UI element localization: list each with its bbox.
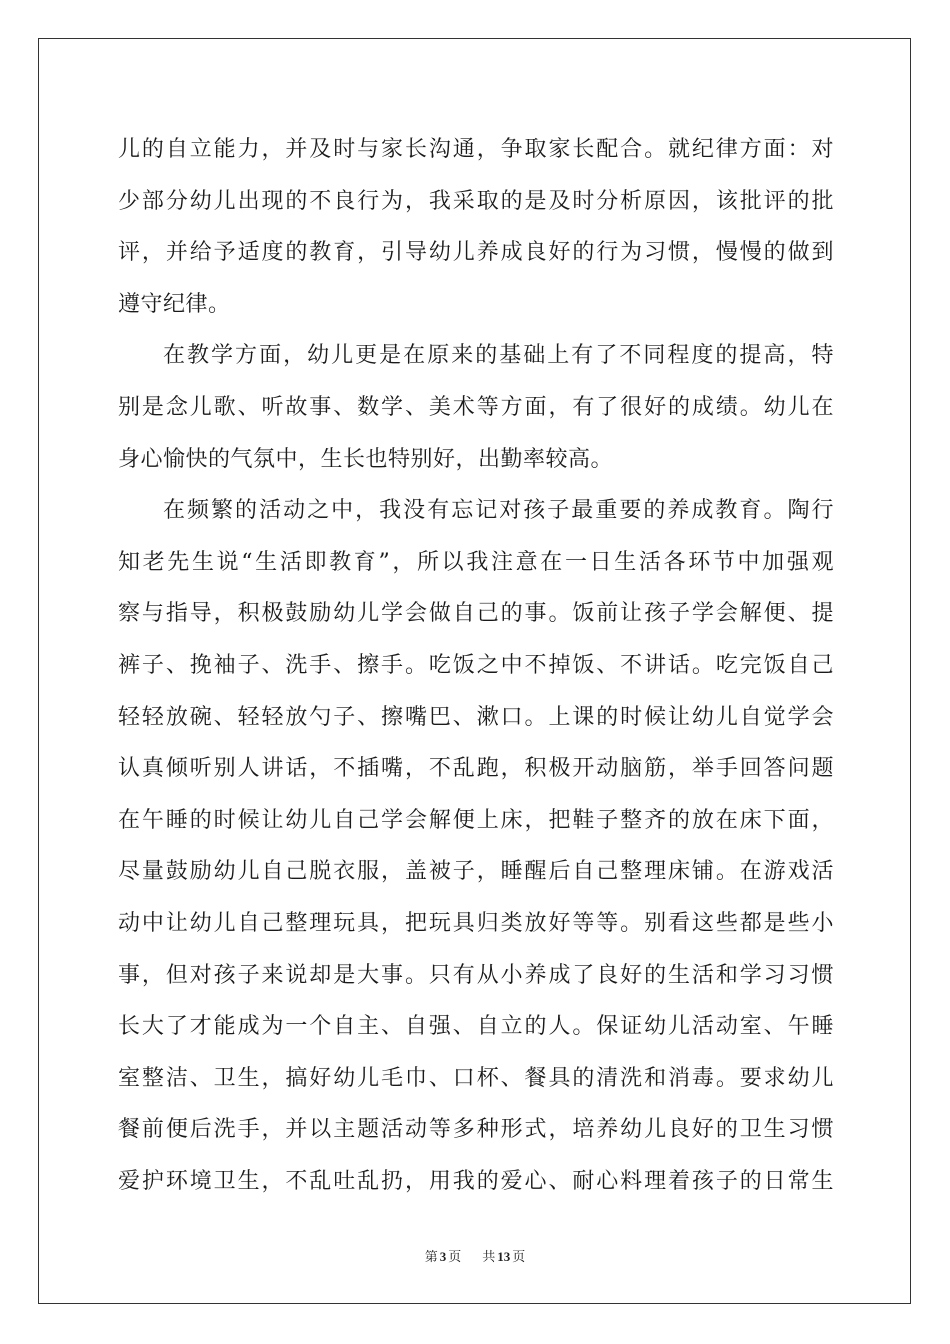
text-line: 轻轻放碗、轻轻放勺子、擦嘴巴、漱口。上课的时候让幼儿自觉学会 <box>118 704 834 730</box>
text-line: 别是念儿歌、听故事、数学、美术等方面，有了很好的成绩。幼儿在 <box>118 394 834 420</box>
text-line: 尽量鼓励幼儿自己脱衣服，盖被子，睡醒后自己整理床铺。在游戏活 <box>118 859 834 885</box>
text-line: 室整洁、卫生，搞好幼儿毛巾、口杯、餐具的清洗和消毒。要求幼儿 <box>118 1065 834 1091</box>
text-line: 身心愉快的气氛中，生长也特别好，出勤率较高。 <box>118 446 614 472</box>
text-line: 察与指导，积极鼓励幼儿学会做自己的事。饭前让孩子学会解便、提 <box>118 601 834 627</box>
text-line: 在午睡的时候让幼儿自己学会解便上床，把鞋子整齐的放在床下面， <box>118 807 834 833</box>
text-line: 评，并给予适度的教育，引导幼儿养成良好的行为习惯，慢慢的做到 <box>118 240 834 266</box>
page-footer <box>0 1246 950 1265</box>
text-line: 认真倾听别人讲话，不插嘴，不乱跑，积极开动脑筋，举手回答问题 <box>118 756 834 782</box>
text-line: 少部分幼儿出现的不良行为，我采取的是及时分析原因，该批评的批 <box>118 188 834 214</box>
total-pages-indicator: 共 13 页 <box>482 1249 526 1264</box>
text-line: 在频繁的活动之中，我没有忘记对孩子最重要的养成教育。陶行 <box>163 498 834 524</box>
page-indicator: 第 3 页 <box>424 1249 462 1264</box>
text-line: 动中让幼儿自己整理玩具，把玩具归类放好等等。别看这些都是些小 <box>118 910 834 936</box>
text-line: 爱护环境卫生，不乱吐乱扔，用我的爱心、耐心料理着孩子的日常生 <box>118 1168 834 1194</box>
text-line: 遵守纪律。 <box>118 291 231 317</box>
document-body <box>118 124 834 1207</box>
text-line: 事，但对孩子来说却是大事。只有从小养成了良好的生活和学习习惯 <box>118 962 834 988</box>
text-line: 长大了才能成为一个自主、自强、自立的人。保证幼儿活动室、午睡 <box>118 1014 834 1040</box>
text-line: 餐前便后洗手，并以主题活动等多种形式，培养幼儿良好的卫生习惯 <box>118 1117 834 1143</box>
text-line: 儿的自立能力，并及时与家长沟通，争取家长配合。就纪律方面：对 <box>118 137 834 162</box>
total-pages: 13 <box>497 1249 511 1264</box>
text-line: 知老先生说“生活即教育”，所以我注意在一日生活各环节中加强观 <box>118 549 834 575</box>
text-line: 裤子、挽袖子、洗手、擦手。吃饭之中不掉饭、不讲话。吃完饭自己 <box>118 652 834 678</box>
page-number: 3 <box>439 1249 447 1264</box>
text-line: 在教学方面，幼儿更是在原来的基础上有了不同程度的提高，特 <box>163 343 834 369</box>
